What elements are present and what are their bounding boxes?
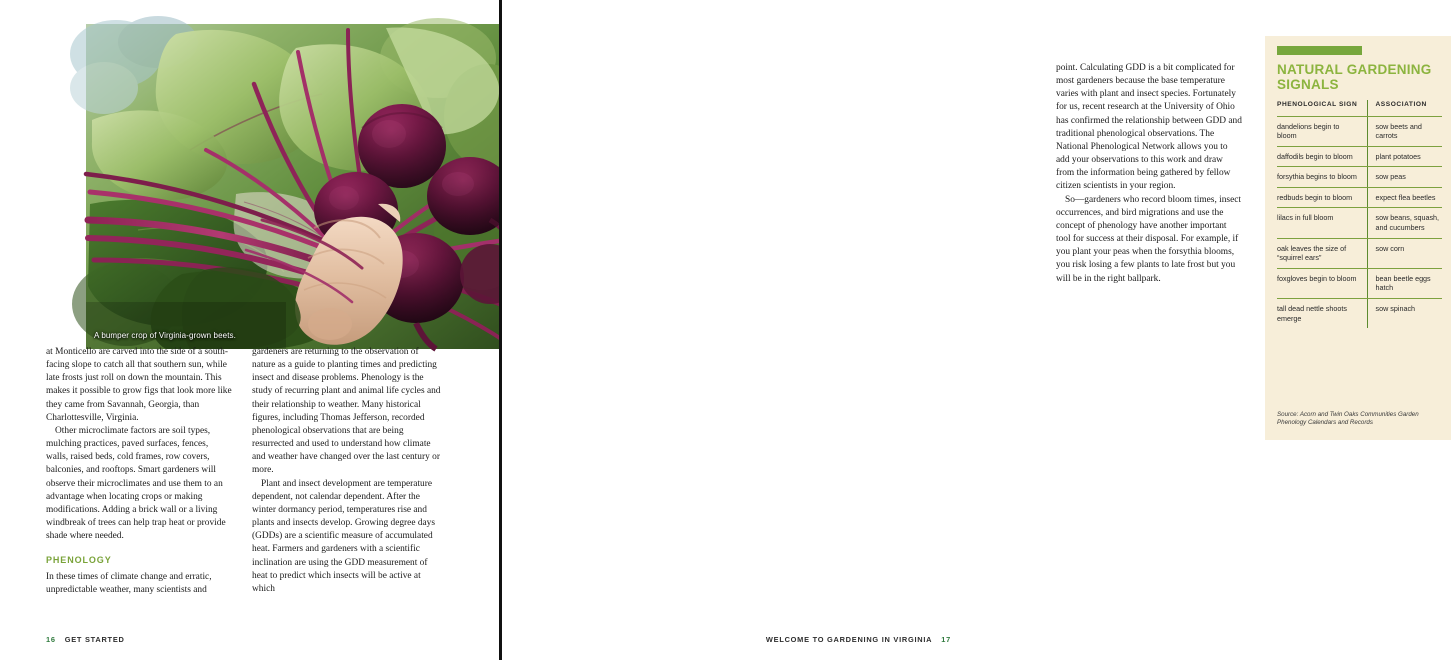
table-row [1277,116,1442,146]
table-header-row [1277,100,1442,116]
cell-association: plant potatoes [1367,146,1442,167]
cell-sign: lilacs in full bloom [1277,208,1367,238]
right-page-column-1 [1056,62,1242,286]
paragraph: Plant and insect development are temperature dependent, not calendar dependent. After the winter dormancy period, temperatures rise and plants and insects develop. Growing degree days (GDDs) are a scientific measure of accumulated heat. Farmers and gardeners with a scientific inclination are using the GDD measurement of heat to predict which insects will be active at which [252,478,436,594]
paragraph: In these times of climate change and erratic, unpredictable weather, many scientists and [46,571,212,595]
left-page [0,0,500,660]
cell-sign: tall dead nettle shoots emerge [1277,299,1367,329]
table-row [1277,268,1442,298]
left-page-column-1 [46,346,232,597]
cell-sign: redbuds begin to bloom [1277,187,1367,208]
table-row [1277,208,1442,238]
paragraph: point. Calculating GDD is a bit complicated for most gardeners because the base temperature varies with plant and insect species. Fortunately for us, recent research at the University of Ohio has confirmed the relationship between GDD and traditional phenological observations. The National Phenological Network allows you to add your observations to this work and draw from the information being gathered by fellow citizen scientists in your region. [1056,63,1242,192]
photo-caption: A bumper crop of Virginia-grown beets. [94,331,236,340]
sidebar-accent-bar [1277,46,1362,55]
table-row [1277,187,1442,208]
right-page-footer [766,635,951,644]
phenological-signals-table [1277,100,1442,328]
running-head-left: GET STARTED [64,635,125,644]
cell-association: sow spinach [1375,304,1416,314]
column-header-phenological-sign: PHENOLOGICAL SIGN [1277,100,1367,116]
sidebar-title: NATURAL GARDENING SIGNALS [1277,62,1432,92]
paragraph: gardeners are returning to the observation of nature as a guide to planting times and predicting insect and disease problems. Phenology is the study of recurring plant and animal life cycles and their relationship to weather. Many historical figures, including Thomas Jefferson, recorded phenological observations that are being resurrected and used to understand how climate and weather have changed over the last century or more. [252,347,441,476]
cell-association: sow beans, squash, and cucumbers [1367,208,1442,238]
beet-harvest-photo-illustration [86,24,511,349]
paragraph: So—gardeners who record bloom times, insect occurrences, and bird migrations and use the concept of phenology have another important tool for success at their disposal. For example, if you plant your peas when the forsythia blooms, you risk losing a few plants to late frost but you will be in the right ballpark. [1056,194,1242,284]
table-row [1277,146,1442,167]
table-row [1277,299,1442,329]
table-row [1277,238,1442,268]
page-gutter [499,0,502,660]
right-page [500,0,1440,660]
cell-sign: forsythia begins to bloom [1277,167,1367,188]
cell-association: sow peas [1367,167,1442,188]
paragraph: at Monticello are carved into the side of a south-facing slope to catch all that southern sun, while late frosts just roll on down the mountain. This makes it possible to grow figs that look more like they came from Savannah, Georgia, than Charlottesville, Virginia. [46,347,232,423]
cell-association: sow corn [1367,238,1442,268]
section-heading-phenology: PHENOLOGY [46,555,112,566]
column-header-association: ASSOCIATION [1367,100,1442,116]
left-page-column-2 [252,346,442,596]
cell-association: bean beetle eggs hatch [1367,268,1442,298]
cell-sign: oak leaves the size of “squirrel ears” [1277,238,1367,268]
sidebar-source-note: Source: Acorn and Twin Oaks Communities Garden Phenology Calendars and Records [1277,410,1419,427]
cell-sign: dandelions begin to bloom [1277,116,1367,146]
page-number-left: 16 [46,635,56,644]
cell-association: sow beets and carrots [1367,116,1442,146]
cell-sign: daffodils begin to bloom [1277,146,1367,167]
cell-association: expect flea beetles [1367,187,1442,208]
running-head-right: WELCOME TO GARDENING IN VIRGINIA [765,635,933,644]
cell-sign: foxgloves begin to bloom [1277,268,1367,298]
paragraph: Other microclimate factors are soil types, mulching practices, paved surfaces, fences, walls, raised beds, cold frames, row covers, balconies, and rooftops. Smart gardeners will observe their microclimates and use them to an advantage when locating crops or making modifications. Adding a brick wall or a living windbreak of trees can help trap heat or provide shade where needed. [46,425,226,542]
table-row [1277,167,1442,188]
page-number-right: 17 [941,635,951,644]
sidebar-natural-gardening-signals [1265,36,1451,440]
left-page-footer [46,635,125,644]
photo-beets [86,24,511,349]
